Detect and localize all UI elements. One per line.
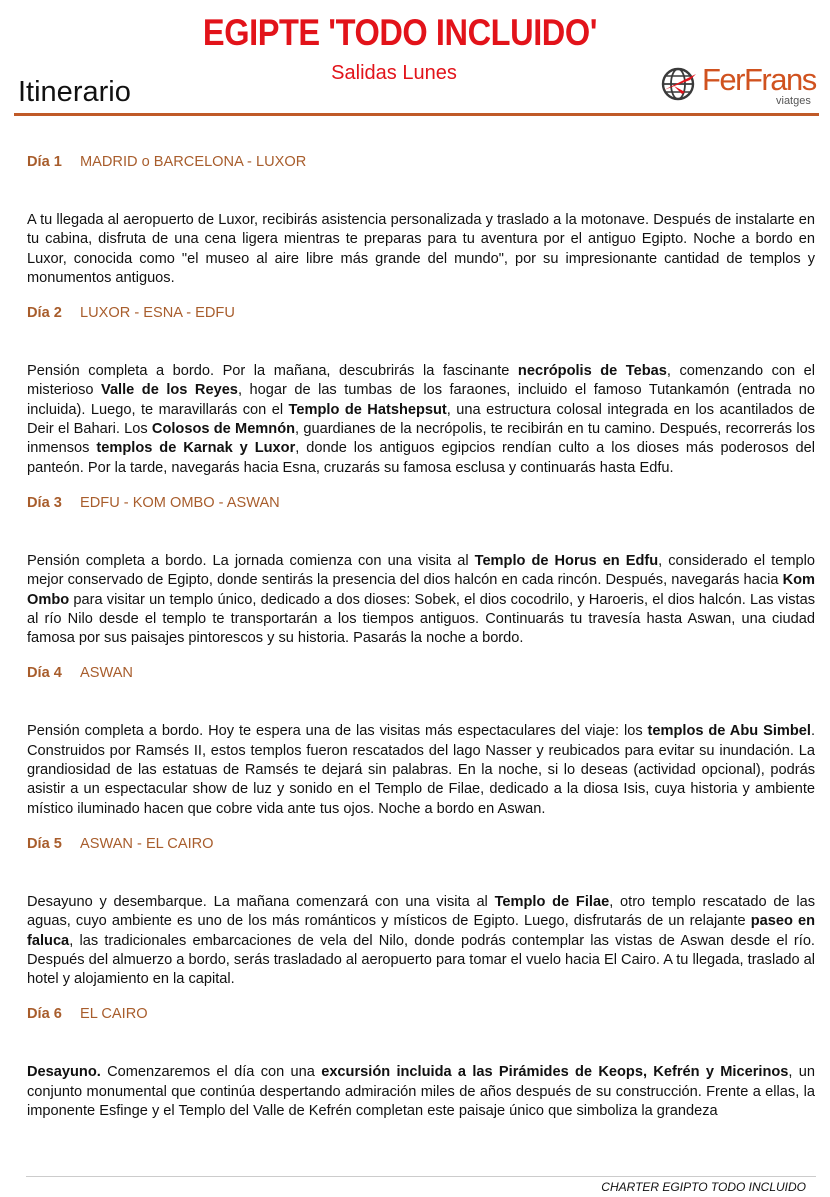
logo-subtext: viatges — [776, 95, 811, 107]
day-description — [27, 211, 815, 288]
day-description — [27, 1063, 815, 1121]
globe-plane-icon — [660, 64, 700, 104]
body-text: , hogar de las tumbas de los faraones, incluido el famoso Tutankamón (entrada no incluida). Luego, te maravillarás con el — [27, 382, 815, 418]
day-route: EDFU - KOM OMBO - ASWAN — [80, 494, 280, 511]
header-rule — [14, 113, 819, 116]
body-text: Pensión completa a bordo. Por la mañana, descubrirás la fascinante — [27, 363, 518, 380]
highlight-text: Valle de los Reyes — [101, 382, 238, 399]
day-route: ASWAN — [80, 665, 133, 682]
body-text: , una estructura colosal integrada en los acantilados de Deir el Bahari. Los — [27, 401, 816, 438]
body-text: , comenzando con el misterioso — [27, 363, 815, 399]
day-description — [27, 552, 815, 648]
highlight-text: templos de Karnak y Luxor — [96, 440, 296, 457]
day-label: Día 5 — [27, 835, 62, 852]
highlight-text: necrópolis de Tebas — [517, 363, 667, 380]
section-title: Itinerario — [18, 76, 131, 108]
body-text: . Construidos por Ramsés II, estos templos fueron rescatados del lago Nasser y reubicados para evitar su inundación. La grandiosidad de las estatuas de Ramsés te dejará sin palabras. En la noche, si lo deseas (actividad opcional), podrás asistir a un espectacular show de luz y sonido en el Templo de Filae, dedicado a la diosa Isis, cuya historia y ambiente místico iluminado hacen que cobre vida ante tus ojos. Noche a bordo en Aswan. — [27, 723, 815, 817]
body-text: , un conjunto monumental que continúa despertando admiración miles de años después de su construcción. Frente a ellas, la imponente Esfinge y el Templo del Valle de Kefrén completan este paisaje único que simboliza la grandeza — [27, 1064, 815, 1120]
highlight-text: templos de Abu Simbel — [647, 723, 811, 740]
footer-text: CHARTER EGIPTO TODO INCLUIDO — [601, 1180, 806, 1194]
highlight-text: excursión incluida a las Pirámides de Keops, Kefrén y Micerinos — [321, 1064, 789, 1081]
body-text: , las tradicionales embarcaciones de vela del Nilo, donde podrás contemplar las vistas de Aswan desde el río. Después del almuerzo a bordo, serás trasladado al aeropuerto para tomar el vuelo hacia El Cairo. A tu llegada, traslado al hotel y alojamiento en la capital. — [27, 932, 815, 988]
body-text: Pensión completa a bordo. La jornada comienza con una visita al — [27, 552, 475, 569]
day-route: ASWAN - EL CAIRO — [80, 835, 214, 852]
day-label: Día 1 — [27, 154, 62, 170]
highlight-text: Templo de Filae — [494, 893, 610, 910]
day-heading — [27, 153, 815, 173]
main-title: EGIPTE 'TODO INCLUIDO' — [202, 12, 598, 53]
day-label: Día 6 — [27, 1006, 62, 1023]
ferfrans-logo — [660, 62, 820, 108]
highlight-text: Templo de Horus en Edfu — [474, 552, 659, 569]
body-text: Desayuno y desembarque. La mañana comenzará con una visita al — [27, 893, 495, 910]
day-route: LUXOR - ESNA - EDFU — [80, 305, 235, 322]
body-text: Pensión completa a bordo. Hoy te espera una de las visitas más espectaculares del viaje: los — [27, 723, 648, 740]
body-text: Comenzaremos el día con una — [100, 1064, 322, 1081]
body-text: para visitar un templo único, dedicado a dos dioses: Sobek, el dios cocodrilo, y Haroeris, el dios halcón. Las vistas al río Nilo desde el templo te transportarán a los tiempos antiguos. Continuarás tu travesía hasta Aswan, una ciudad famosa por sus paisajes pintorescos y su historia. Pasarás la noche a bordo. — [27, 591, 815, 647]
subtitle: Salidas Lunes — [331, 62, 457, 84]
day-route: EL CAIRO — [80, 1006, 148, 1023]
highlight-text: Colosos de Memnón — [151, 421, 296, 438]
logo-text: FerFrans — [702, 62, 816, 97]
day-description — [27, 893, 815, 989]
day-heading — [27, 304, 815, 324]
day-label: Día 2 — [27, 305, 62, 322]
body-text: , otro templo rescatado de las aguas, cuyo ambiente es uno de los más románticos y místicos de Egipto. Luego, disfrutarás de un relajante — [27, 893, 815, 930]
day-description — [27, 362, 815, 478]
day-label: Día 3 — [27, 494, 62, 511]
highlight-text: Kom Ombo — [27, 572, 815, 608]
body-text: , guardianes de la necrópolis, te recibirán en tu camino. Después, recorrerás los inmensos — [27, 421, 815, 457]
body-text: A tu llegada al aeropuerto de Luxor, recibirás asistencia personalizada y traslado a la motonave. Después de instalarte en tu cabina, disfruta de una cena ligera mientras te preparas para tu aventura por el antiguo Egipto. Noche a bordo en Luxor, conocida como "el museo al aire libre más grande del mundo", por su impresionante cantidad de templos y monumentos antiguos. — [27, 212, 815, 286]
highlight-text: paseo en faluca — [27, 913, 815, 949]
day-description — [27, 722, 815, 818]
day-heading — [27, 835, 815, 855]
day-heading — [27, 494, 815, 514]
body-text: , donde los antiguos egipcios rendían culto a los dioses más poderosos del panteón. Por la tarde, navegarás hacia Esna, cruzarás su famosa esclusa y continuarás hasta Edfu. — [27, 440, 816, 476]
body-text: , considerado el templo mejor conservado de Egipto, donde sentirás la presencia del dios halcón en cada rincón. Después, navegarás hacia — [27, 552, 815, 589]
highlight-text: Desayuno. — [27, 1064, 101, 1081]
highlight-text: Templo de Hatshepsut — [288, 401, 447, 418]
itinerary — [27, 153, 815, 1137]
footer-rule — [26, 1176, 816, 1177]
day-heading — [27, 1005, 815, 1025]
day-label: Día 4 — [27, 665, 62, 682]
day-heading — [27, 664, 815, 684]
day-route: MADRID o BARCELONA - LUXOR — [80, 154, 307, 170]
